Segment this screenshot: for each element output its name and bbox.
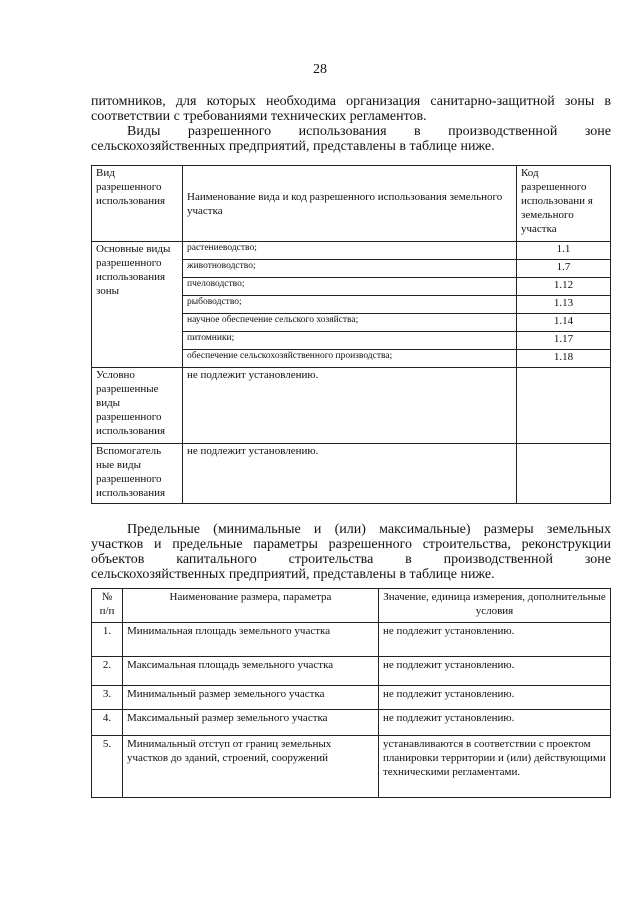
params-line-1: Предельные (минимальные и (или) максимальные) размеры земельных	[127, 522, 611, 537]
conditional-uses-label: Условно разрешенные виды разрешенного использования	[92, 368, 183, 444]
parameter-name: Минимальный размер земельного участка	[123, 686, 379, 710]
use-name: пчеловодство;	[183, 278, 517, 296]
auxiliary-uses-code	[517, 444, 611, 504]
use-code: 1.14	[517, 314, 611, 332]
params-line-2: участков и предельные параметры разрешенного строительства, реконструкции	[91, 537, 611, 552]
params-paragraph	[91, 522, 611, 582]
table1-header-name: Наименование вида и код разрешенного использования земельного участка	[183, 166, 517, 242]
use-code: 1.18	[517, 350, 611, 368]
table2-header-name: Наименование размера, параметра	[123, 589, 379, 623]
table-row	[92, 657, 611, 686]
use-name: научное обеспечение сельского хозяйства;	[183, 314, 517, 332]
table-row	[92, 686, 611, 710]
parameter-value: не подлежит установлению.	[379, 710, 611, 736]
use-code: 1.7	[517, 260, 611, 278]
main-uses-label: Основные виды разрешенного использования зоны	[92, 242, 183, 368]
parameter-value: не подлежит установлению.	[379, 686, 611, 710]
params-line-4: сельскохозяйственных предприятий, представлены в таблице ниже.	[91, 567, 495, 582]
table-row	[92, 242, 611, 260]
use-name: животноводство;	[183, 260, 517, 278]
parameter-name: Максимальная площадь земельного участка	[123, 657, 379, 686]
row-number: 1.	[92, 623, 123, 657]
table1-header-kind: Вид разрешенного использования	[92, 166, 183, 242]
use-name: рыбоводство;	[183, 296, 517, 314]
table1-header-row	[92, 166, 611, 242]
conditional-uses-code	[517, 368, 611, 444]
parameter-value: не подлежит установлению.	[379, 623, 611, 657]
table-row	[92, 623, 611, 657]
use-code: 1.17	[517, 332, 611, 350]
conditional-uses-value: не подлежит установлению.	[183, 368, 517, 444]
table2-header-value: Значение, единица измерения, дополнительные условия	[379, 589, 611, 623]
params-line-3: объектов капитального строительства в производственной зоне	[91, 552, 611, 567]
intro-line-2: соответствии с требованиями технических регламентов.	[91, 109, 427, 124]
parameter-name: Минимальная площадь земельного участка	[123, 623, 379, 657]
intro-paragraph	[91, 94, 611, 154]
table-row	[92, 368, 611, 444]
row-number: 4.	[92, 710, 123, 736]
table1-header-code: Код разрешенного использовани я земельного участка	[517, 166, 611, 242]
intro-line-1: питомников, для которых необходима организация санитарно-защитной зоны в	[91, 94, 611, 109]
table-row	[92, 736, 611, 798]
parameter-name: Минимальный отступ от границ земельных участков до зданий, строений, сооружений	[123, 736, 379, 798]
parameter-name: Максимальный размер земельного участка	[123, 710, 379, 736]
use-name: растениеводство;	[183, 242, 517, 260]
intro-line-4: сельскохозяйственных предприятий, представлены в таблице ниже.	[91, 139, 495, 154]
parameter-value: не подлежит установлению.	[379, 657, 611, 686]
table2-header-num: № п/п	[92, 589, 123, 623]
use-code: 1.13	[517, 296, 611, 314]
table-row	[92, 444, 611, 504]
auxiliary-uses-value: не подлежит установлению.	[183, 444, 517, 504]
row-number: 5.	[92, 736, 123, 798]
use-name: питомники;	[183, 332, 517, 350]
table-row	[92, 710, 611, 736]
parameter-value: устанавливаются в соответствии с проектом планировки территории и (или) действующими техническими регламентами.	[379, 736, 611, 798]
use-code: 1.1	[517, 242, 611, 260]
intro-line-3: Виды разрешенного использования в производственной зоне	[127, 124, 611, 139]
permitted-use-table	[91, 165, 611, 504]
row-number: 2.	[92, 657, 123, 686]
page-number: 28	[313, 62, 327, 77]
row-number: 3.	[92, 686, 123, 710]
use-name: обеспечение сельскохозяйственного производства;	[183, 350, 517, 368]
use-code: 1.12	[517, 278, 611, 296]
table2-header-row	[92, 589, 611, 623]
auxiliary-uses-label: Вспомогатель ные виды разрешенного использования	[92, 444, 183, 504]
parameters-table	[91, 588, 611, 798]
